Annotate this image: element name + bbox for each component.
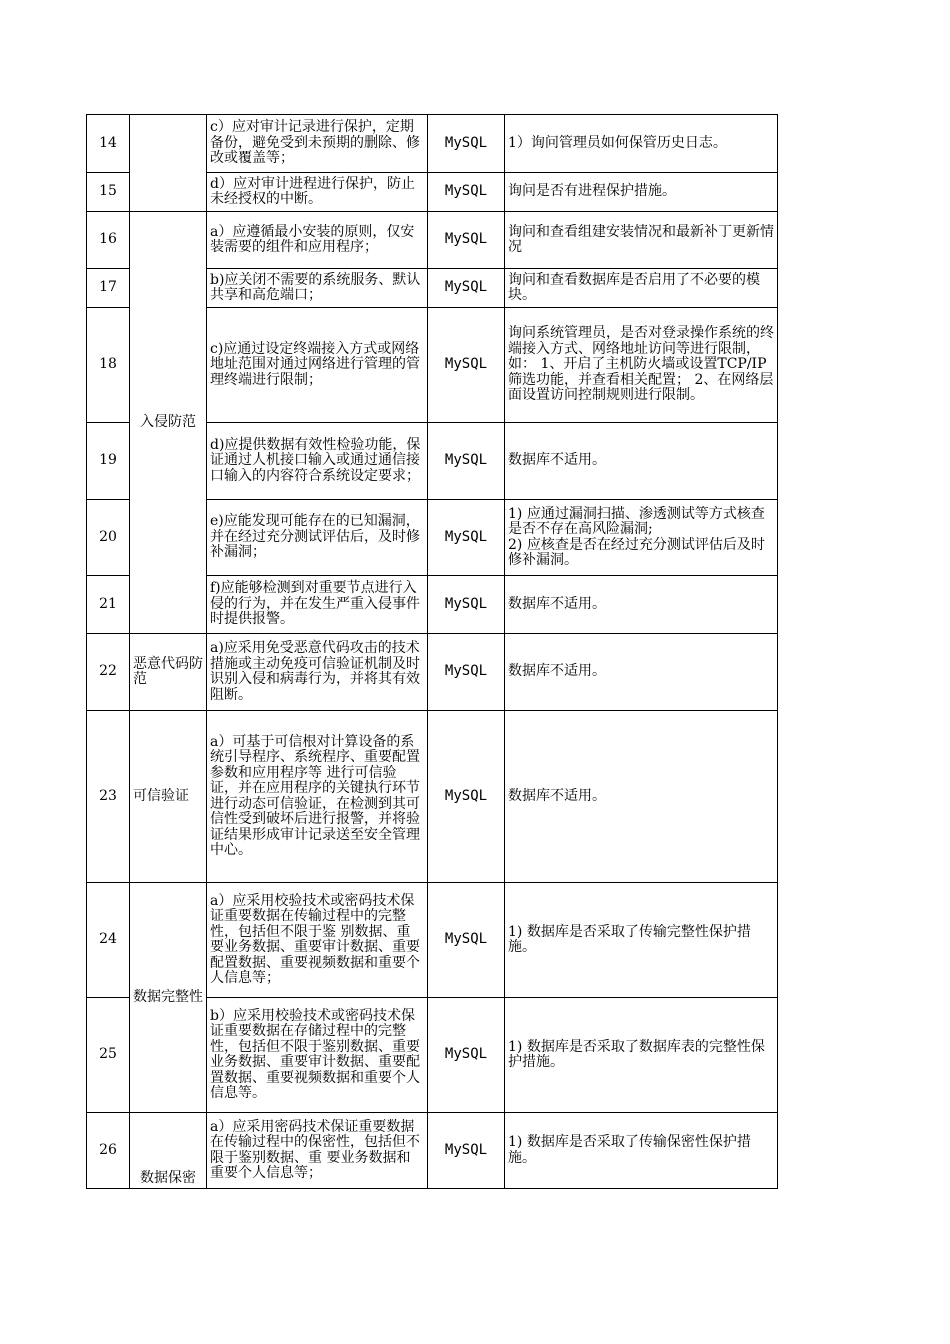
table-row [87, 883, 778, 998]
category-trusted-verification: 可信验证 [130, 711, 207, 883]
requirement-cell: a)应采用免受恶意代码攻击的技术措施或主动免疫可信验证机制及时识别入侵和病毒行为，并将其有效阻断。 [207, 634, 428, 711]
object-cell: MySQL [428, 115, 505, 173]
method-cell: 数据库不适用。 [505, 423, 778, 500]
category-data-confidentiality: 数据保密 [130, 1113, 207, 1189]
table-row [87, 634, 778, 711]
requirement-cell: a）可基于可信根对计算设备的系统引导程序、系统程序、重要配置参数和应用程序等 进行可信验证，并在应用程序的关键执行环节进行动态可信验证，在检测到其可信性受到破坏后进行报警，并将验证结果形成审计记录送至安全管理中心。 [207, 711, 428, 883]
requirement-cell: e)应能发现可能存在的已知漏洞，并在经过充分测试评估后，及时修补漏洞； [207, 500, 428, 576]
object-cell: MySQL [428, 308, 505, 423]
row-number: 18 [87, 308, 130, 423]
requirement-cell: a）应采用校验技术或密码技术保证重要数据在传输过程中的完整性，包括但不限于鉴 别数据、重要业务数据、重要审计数据、重要配置数据、重要视频数据和重要个人信息等； [207, 883, 428, 998]
method-cell: 数据库不适用。 [505, 711, 778, 883]
object-cell: MySQL [428, 576, 505, 634]
requirement-cell: c）应对审计记录进行保护，定期备份，避免受到未预期的删除、修改或覆盖等； [207, 115, 428, 173]
row-number: 14 [87, 115, 130, 173]
row-number: 22 [87, 634, 130, 711]
category-malware-prevention: 恶意代码防范 [130, 634, 207, 711]
object-cell: MySQL [428, 1113, 505, 1189]
method-cell: 数据库不适用。 [505, 634, 778, 711]
category-data-integrity: 数据完整性 [130, 883, 207, 1113]
requirement-cell: a）应遵循最小安装的原则，仅安装需要的组件和应用程序； [207, 212, 428, 269]
table-row [87, 1113, 778, 1189]
row-number: 16 [87, 212, 130, 269]
object-cell: MySQL [428, 500, 505, 576]
object-cell: MySQL [428, 269, 505, 308]
object-cell: MySQL [428, 883, 505, 998]
object-cell: MySQL [428, 423, 505, 500]
requirement-cell: f)应能够检测到对重要节点进行入侵的行为，并在发生严重入侵事件时提供报警。 [207, 576, 428, 634]
row-number: 26 [87, 1113, 130, 1189]
object-cell: MySQL [428, 173, 505, 212]
method-cell: 询问和查看组建安装情况和最新补丁更新情况 [505, 212, 778, 269]
object-cell: MySQL [428, 711, 505, 883]
row-number: 19 [87, 423, 130, 500]
object-cell: MySQL [428, 212, 505, 269]
table-row [87, 212, 778, 269]
method-cell: 1）询问管理员如何保管历史日志。 [505, 115, 778, 173]
requirement-cell: c)应通过设定终端接入方式或网络地址范围对通过网络进行管理的管理终端进行限制； [207, 308, 428, 423]
requirement-cell: d)应提供数据有效性检验功能，保证通过人机接口输入或通过通信接口输入的内容符合系统设定要求； [207, 423, 428, 500]
method-cell: 1) 数据库是否采取了传输保密性保护措施。 [505, 1113, 778, 1189]
row-number: 25 [87, 998, 130, 1113]
requirement-cell: b）应采用校验技术或密码技术保证重要数据在存储过程中的完整性，包括但不限于鉴别数据、重要业务数据、重要审计数据、重要配置数据、重要视频数据和重要个人信息等。 [207, 998, 428, 1113]
category-intrusion-prevention: 入侵防范 [130, 212, 207, 634]
table-row [87, 711, 778, 883]
method-cell: 询问和查看数据库是否启用了不必要的模块。 [505, 269, 778, 308]
method-cell: 1) 数据库是否采取了数据库表的完整性保护措施。 [505, 998, 778, 1113]
method-cell: 1) 数据库是否采取了传输完整性保护措施。 [505, 883, 778, 998]
row-number: 17 [87, 269, 130, 308]
table-row [87, 115, 778, 173]
method-cell: 数据库不适用。 [505, 576, 778, 634]
method-cell: 询问系统管理员，是否对登录操作系统的终端接入方式、网络地址访问等进行限制，如： 1、开启了主机防火墙或设置TCP/IP筛选功能，并查看相关配置； 2、在网络层面设置访问控制规则进行限制。 [505, 308, 778, 423]
requirement-cell: a）应采用密码技术保证重要数据在传输过程中的保密性，包括但不限于鉴别数据、重 要业务数据和重要个人信息等； [207, 1113, 428, 1189]
row-number: 20 [87, 500, 130, 576]
row-number: 24 [87, 883, 130, 998]
method-cell: 1) 应通过漏洞扫描、渗透测试等方式核查是否不存在高风险漏洞; 2) 应核查是否在经过充分测试评估后及时修补漏洞。 [505, 500, 778, 576]
object-cell: MySQL [428, 634, 505, 711]
requirement-cell: d）应对审计进程进行保护，防止未经授权的中断。 [207, 173, 428, 212]
evaluation-table [86, 114, 778, 1189]
object-cell: MySQL [428, 998, 505, 1113]
row-number: 21 [87, 576, 130, 634]
row-number: 15 [87, 173, 130, 212]
method-cell: 询问是否有进程保护措施。 [505, 173, 778, 212]
requirement-cell: b)应关闭不需要的系统服务、默认共享和高危端口； [207, 269, 428, 308]
row-number: 23 [87, 711, 130, 883]
category-cell-audit [130, 115, 207, 212]
